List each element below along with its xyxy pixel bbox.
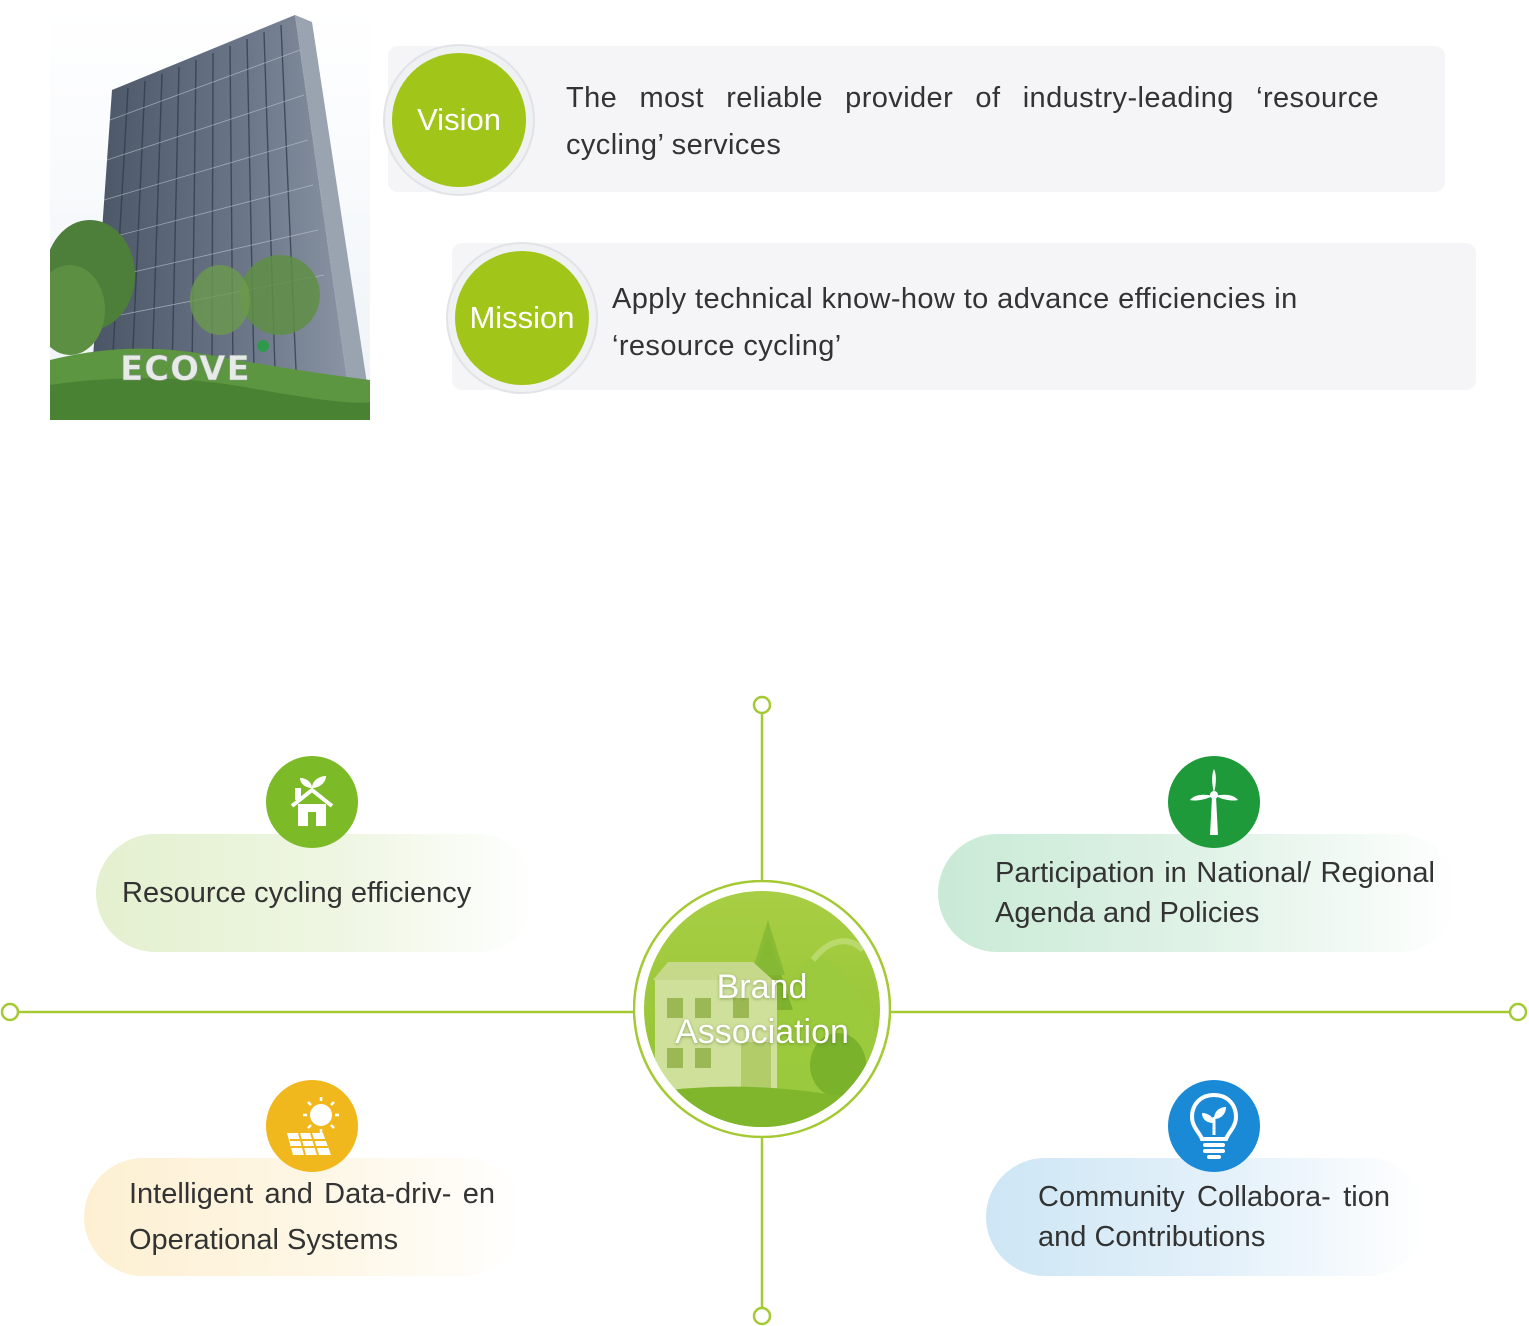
lightbulb-sprout-icon <box>1168 1080 1260 1172</box>
connector-node-bottom <box>754 1308 770 1324</box>
brand-label-line2: Association <box>675 1013 849 1051</box>
ecove-sign: ECOVE <box>120 349 251 389</box>
pill-intelligent-systems-text: Intelligent and Data-driv- en Operational Systems <box>129 1178 495 1256</box>
wind-turbine-icon <box>1168 756 1260 848</box>
connector-node-top <box>754 697 770 713</box>
brand-association-label <box>633 965 891 1055</box>
pill-national-agenda <box>938 834 1458 952</box>
pill-community-text: Community Collabora- tion and Contributions <box>1038 1181 1390 1253</box>
solar-panel-icon <box>266 1080 358 1172</box>
house-sprout-icon <box>266 756 358 848</box>
mission-label: Mission <box>469 300 575 335</box>
pill-resource-cycling <box>96 834 536 952</box>
connector-node-left <box>2 1004 18 1020</box>
mission-text: Apply technical know-how to advance efficiencies in ‘resource cycling’ <box>612 283 1298 362</box>
vision-label: Vision <box>417 102 501 137</box>
connector-node-right <box>1510 1004 1526 1020</box>
vision-text: The most reliable provider of industry-leading ‘resource cycling’ services <box>566 82 1379 161</box>
brand-label-line1: Brand <box>716 968 808 1006</box>
pill-resource-cycling-text: Resource cycling efficiency <box>122 877 472 909</box>
pill-intelligent-systems <box>84 1158 524 1276</box>
pill-community <box>986 1158 1426 1276</box>
pill-national-agenda-text: Participation in National/ Regional Agenda and Policies <box>995 857 1435 929</box>
